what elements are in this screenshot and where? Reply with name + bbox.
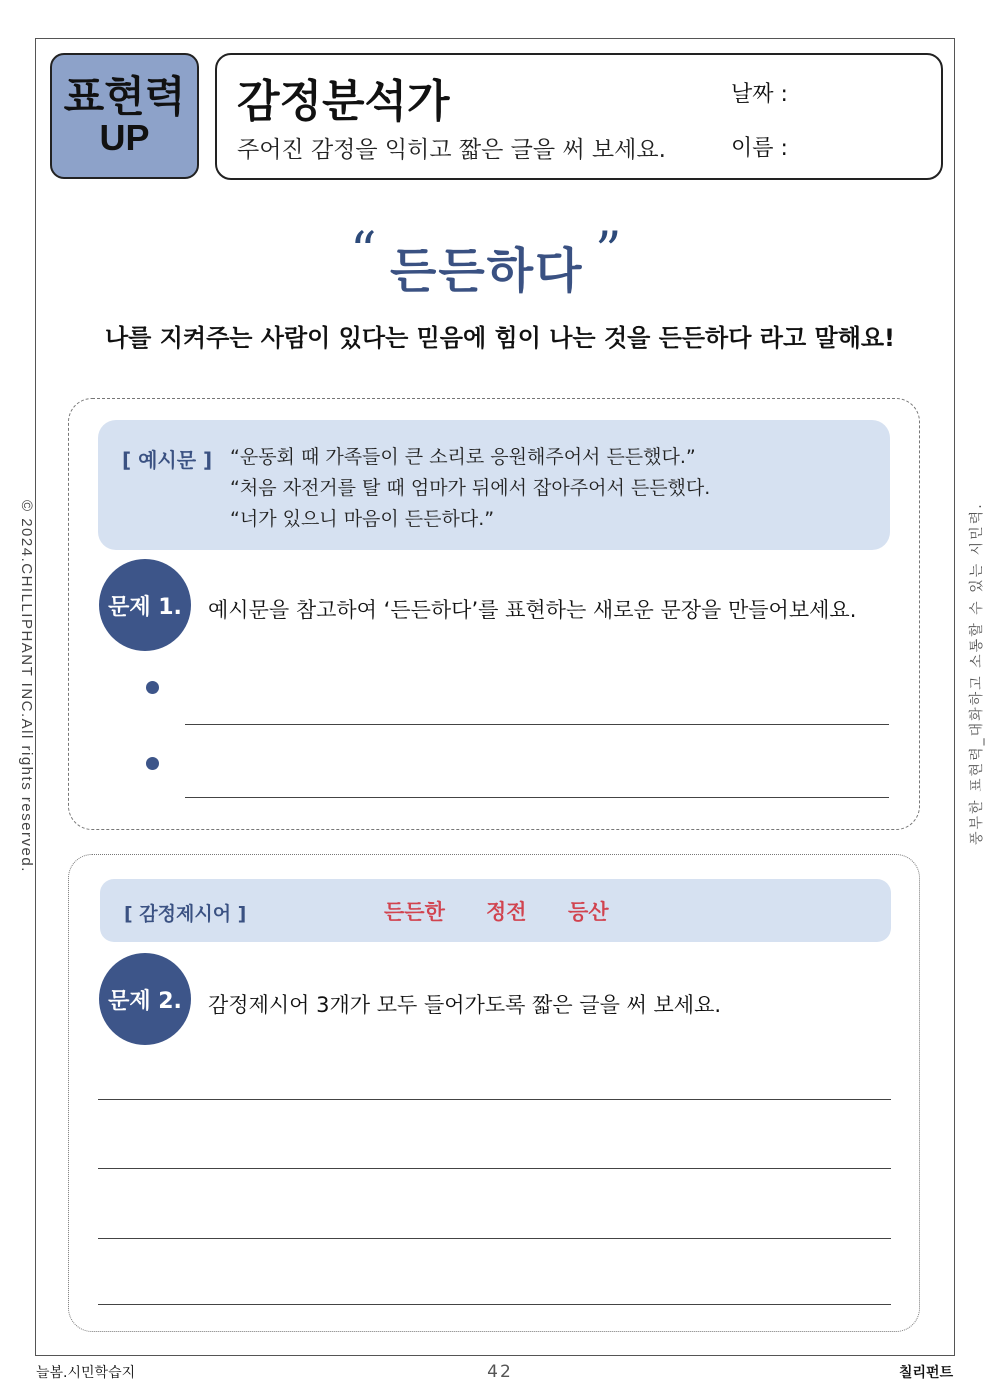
page-subtitle: 주어진 감정을 익히고 짧은 글을 써 보세요. xyxy=(237,137,666,163)
copyright-text: © 2024.CHILLIPHANT INC.All rights reserved. xyxy=(18,500,35,873)
question1-text: 예시문을 참고하여 ‘든든하다’를 표현하는 새로운 문장을 만들어보세요. xyxy=(208,598,857,622)
keyword-definition: 나를 지켜주는 사람이 있다는 믿음에 힘이 나는 것을 든든하다 라고 말해요! xyxy=(104,324,896,352)
name-field-label[interactable]: 이름 : xyxy=(731,136,788,161)
emotion-words-label: [ 감정제시어 ] xyxy=(124,903,247,925)
question2-number-badge: 문제 2. xyxy=(99,953,191,1045)
example-line: “처음 자전거를 탈 때 엄마가 뒤에서 잡아주어서 든든했다. xyxy=(230,477,711,499)
footer-brand: 칠리펀트 xyxy=(899,1365,954,1381)
bullet-icon xyxy=(146,757,159,770)
example-label: [ 예시문 ] xyxy=(122,448,213,472)
open-quote: “ xyxy=(350,222,377,282)
emotion-word: 등산 xyxy=(568,900,609,924)
writing-line[interactable] xyxy=(98,1304,891,1305)
example-line: “운동회 때 가족들이 큰 소리로 응원해주어서 든든했다.” xyxy=(230,446,696,468)
writing-line[interactable] xyxy=(98,1168,891,1169)
keyword-heading: 든든하다 xyxy=(390,243,584,299)
example-lines xyxy=(230,442,710,535)
question2-text: 감정제시어 3개가 모두 들어가도록 짧은 글을 써 보세요. xyxy=(208,993,722,1017)
example-box xyxy=(98,420,890,550)
question1-number-badge: 문제 1. xyxy=(99,559,191,651)
emotion-words-box xyxy=(100,879,891,942)
answer-line[interactable] xyxy=(185,724,889,725)
bullet-icon xyxy=(146,681,159,694)
expression-up-badge xyxy=(50,53,199,179)
page-title: 감정분석가 xyxy=(237,76,450,127)
badge-line1: 표현력 xyxy=(63,72,186,122)
emotion-word: 든든한 xyxy=(384,900,445,924)
answer-line[interactable] xyxy=(185,797,889,798)
slogan-text: 풍부한 표현력_대화하고 소통할 수 있는 시민력. xyxy=(969,502,985,845)
emotion-word: 정전 xyxy=(486,900,527,924)
title-box xyxy=(215,53,943,180)
close-quote: ” xyxy=(595,222,622,282)
page-number: 42 xyxy=(487,1362,513,1382)
writing-line[interactable] xyxy=(98,1099,891,1100)
writing-line[interactable] xyxy=(98,1238,891,1239)
example-line: “너가 있으니 마음이 든든하다.” xyxy=(230,508,495,530)
date-field-label[interactable]: 날짜 : xyxy=(731,82,788,107)
footer-series-name: 늘봄.시민학습지 xyxy=(36,1365,136,1381)
badge-line2: UP xyxy=(99,117,150,159)
